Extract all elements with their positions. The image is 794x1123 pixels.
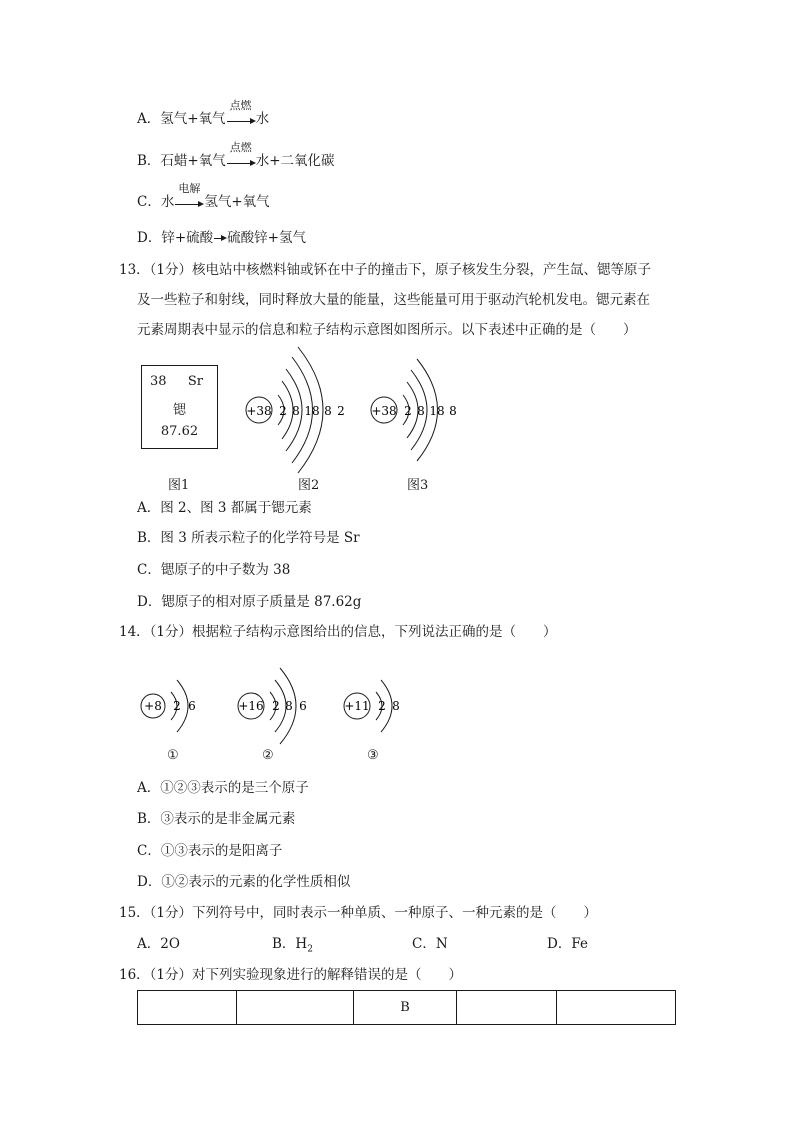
- q13-stem-line1: 13．（1分）核电站中核燃料铀或钚在中子的撞击下，原子核发生分裂，产生氙、锶等原子: [119, 262, 652, 278]
- q13-option-d[interactable]: D．锶原子的相对原子质量是 87.62g: [137, 594, 362, 610]
- q13-stem-line3: 元素周期表中显示的信息和粒子结构示意图如图所示。以下表述中正确的是（ ）: [137, 322, 637, 338]
- table-cell: [457, 991, 557, 1025]
- svg-text:2: 2: [279, 404, 287, 418]
- svg-text:+8: +8: [144, 699, 162, 713]
- reaction-arrow: 点燃: [226, 110, 256, 128]
- q14-stem: 14．（1分）根据粒子结构示意图给出的信息，下列说法正确的是（ ）: [119, 624, 557, 640]
- svg-text:2: 2: [404, 404, 412, 418]
- svg-text:18: 18: [429, 404, 445, 418]
- reaction-arrow: 点燃: [226, 152, 256, 170]
- svg-text:+11: +11: [344, 699, 370, 713]
- q12-option-c[interactable]: C．水 电解 氢气+氧气: [137, 182, 270, 210]
- reaction-arrow: 电解: [174, 193, 204, 211]
- svg-text:2: 2: [173, 699, 181, 713]
- svg-text:6: 6: [188, 699, 196, 713]
- sulfur-atom-structure-diagram: [234, 662, 324, 752]
- oxygen-atom-structure-diagram: [137, 670, 217, 745]
- svg-text:8: 8: [392, 699, 400, 713]
- q12-option-a[interactable]: A．氢气+氧气 点燃 水: [137, 99, 270, 127]
- svg-text:6: 6: [299, 699, 307, 713]
- svg-text:2: 2: [272, 699, 280, 713]
- q12-option-d[interactable]: D．锌+硫酸 硫酸锌+氢气: [137, 230, 306, 246]
- diagram-label-3: ③: [367, 748, 379, 763]
- table-cell: [557, 991, 676, 1025]
- q14-option-a[interactable]: A．①②③表示的是三个原子: [137, 780, 309, 796]
- table-row: [138, 991, 676, 1025]
- svg-text:18: 18: [304, 404, 320, 418]
- table-cell: B: [354, 991, 457, 1025]
- svg-text:2: 2: [378, 699, 386, 713]
- periodic-table-cell-strontium: 38 Sr 锶 87.62: [141, 365, 218, 449]
- q14-option-d[interactable]: D．①②表示的元素的化学性质相似: [137, 874, 351, 890]
- svg-text:2: 2: [337, 404, 345, 418]
- q12-option-b[interactable]: B．石蜡+氧气 点燃 水+二氧化碳: [137, 141, 335, 169]
- svg-text:8: 8: [292, 404, 300, 418]
- svg-text:8: 8: [417, 404, 425, 418]
- svg-text:+16: +16: [238, 699, 264, 713]
- reaction-arrow: [213, 229, 227, 247]
- svg-text:8: 8: [324, 404, 332, 418]
- q13-stem-line2: 及一些粒子和射线，同时释放大量的能量，这些能量可用于驱动汽轮机发电。锶元素在: [137, 292, 650, 308]
- figure-3-label: 图3: [407, 478, 429, 493]
- q16-options-table: [137, 990, 676, 1025]
- q13-option-a[interactable]: A．图 2、图 3 都属于锶元素: [137, 500, 312, 516]
- diagram-label-1: ①: [167, 748, 179, 763]
- figure-2-label: 图2: [298, 478, 320, 493]
- q15-option-a[interactable]: A．2O: [137, 936, 180, 952]
- figure-1-label: 图1: [168, 478, 190, 493]
- q15-option-d[interactable]: D．Fe: [547, 936, 588, 952]
- table-cell: [237, 991, 354, 1025]
- svg-text:+38: +38: [371, 404, 397, 418]
- table-cell: [138, 991, 237, 1025]
- q15-stem: 15．（1分）下列符号中，同时表示一种单质、一种原子、一种元素的是（ ）: [119, 905, 598, 921]
- svg-text:+38: +38: [246, 404, 272, 418]
- strontium-atom-structure-diagram: [240, 345, 350, 475]
- strontium-ion-structure-diagram: [365, 355, 465, 465]
- sodium-ion-structure-diagram: [340, 668, 420, 748]
- diagram-label-2: ②: [262, 748, 274, 763]
- q16-stem: 16．（1分）对下列实验现象进行的解释错误的是（ ）: [119, 967, 463, 983]
- q14-option-c[interactable]: C．①③表示的是阳离子: [137, 843, 283, 859]
- q14-option-b[interactable]: B．③表示的是非金属元素: [137, 811, 296, 827]
- q13-option-b[interactable]: B．图 3 所表示粒子的化学符号是 Sr: [137, 530, 360, 546]
- svg-text:8: 8: [285, 699, 293, 713]
- q15-option-b[interactable]: B．$H_2$: [272, 936, 313, 955]
- svg-text:8: 8: [449, 404, 457, 418]
- q13-option-c[interactable]: C．锶原子的中子数为 38: [137, 562, 291, 578]
- q15-option-c[interactable]: C．N: [412, 936, 448, 952]
